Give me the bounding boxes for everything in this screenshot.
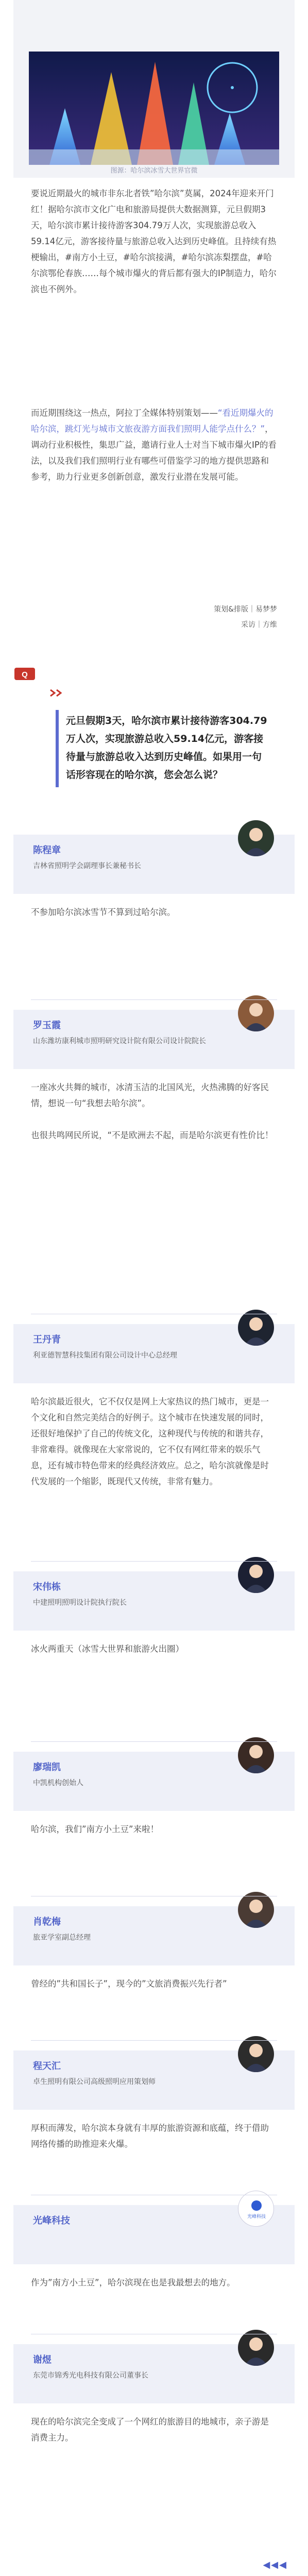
interviewee-answer: 哈尔滨最近很火，它不仅仅是网上大家热议的热门城市，更是一个文化和自然完美结合的好例子。这个城市在快速发展的同时，还很好地保护了自己的传统文化，这种现代与传统的和谐共存，非常难得。就像现在大家常说的，它不仅有网红带来的娱乐气息，还有城市特色带来的经典经济效应。总之，哈尔滨就像是时代发展的一个缩影，既现代又传统，非常有魅力。 (31, 1397, 269, 1486)
editor-credit: 策划&排版｜易梦梦 (214, 605, 277, 614)
interviewee-title: 中凯机构创始人 (33, 1779, 83, 1787)
divider (31, 1741, 277, 1742)
avatar (238, 1310, 274, 1346)
interviewee-name: 罗玉霞 (33, 1020, 61, 1031)
interviewee-title: 利亚德智慧科技集团有限公司设计中心总经理 (33, 1351, 177, 1360)
interviewee-name: 程天汇 (33, 2061, 61, 2072)
interviewee-name: 廖瑞凯 (33, 1762, 61, 1773)
avatar (238, 820, 274, 856)
interviewee-name: 谢煜 (33, 2354, 52, 2365)
brand-logo-text: 光峰科技 (247, 2214, 266, 2219)
interviewee-title: 旅亚学室副总经理 (33, 1934, 91, 1942)
intro-text-2b: ，调动行业积极性，集思广益，邀请行业人士对当下城市爆火IP的看法，以及我们我们照明行业有哪些可借鉴学习的地方提供思路和参考，助力行业更多创新创意，激发行业潜在发展可能。 (31, 424, 277, 482)
interviewee-card (13, 1324, 295, 1383)
interviewee-card (13, 835, 295, 894)
avatar (238, 1892, 274, 1928)
question-text: 元旦假期3天，哈尔滨市累计接待游客304.79万人次，实现旅游总收入59.14亿元，游客接待量与旅游总收入达到历史峰值。如果用一句话形容现在的哈尔滨，您会怎么说？ (66, 715, 267, 781)
intro-paragraph (31, 185, 277, 297)
interviewee-answer: 作为”南方小土豆”，哈尔滨现在也是我最想去的地方。 (31, 2278, 235, 2287)
interviewee-answer: 厚积而薄发，哈尔滨本身就有丰厚的旅游资源和底蕴，终于借助网络传播的助推迎来火爆。 (31, 2123, 269, 2149)
interviewee-name: 肖乾梅 (33, 1917, 61, 1927)
interviewee-title: 卓生照明有限公司高级照明应用策划师 (33, 2078, 156, 2086)
interviewee-card (13, 2344, 295, 2403)
interviewee-answer: 不参加哈尔滨冰雪节不算到过哈尔滨。 (31, 907, 176, 917)
interviewee-answer: 现在的哈尔滨完全变成了一个网红的旅游目的地城市，亲子游是消费主力。 (31, 2417, 269, 2443)
interviewee-card (13, 1010, 295, 1069)
interviewee-name: 光峰科技 (33, 2215, 70, 2226)
avatar (238, 995, 274, 1031)
interviewee-answer: 一座冰火共舞的城市，冰清玉洁的北国风光，火热沸腾的好客民情，想说一句“我想去哈尔滨”。 也很共鸣网民所说，“不是欧洲去不起，而是哈尔滨更有性价比！ (31, 1082, 273, 1140)
avatar (238, 2330, 274, 2366)
interviewee-card (13, 2050, 295, 2110)
interviewee-card (13, 2205, 295, 2264)
hero-image (29, 52, 279, 165)
interviewee-title: 山东潍坊康利城市照明研究设计院有限公司设计院院长 (33, 1037, 206, 1045)
back-arrows-icon: ◀◀◀ (263, 2560, 287, 2570)
chevron-decoration-icon (49, 688, 70, 698)
avatar (238, 2036, 274, 2072)
interviewee-answer: 曾经的”共和国长子”，现今的”文旅消费振兴先行者” (31, 1979, 227, 1989)
divider (31, 1561, 277, 1562)
intro-text: 要说近期最火的城市非东北者铁”哈尔滨”莫属，2024年迎来开门红！据哈尔滨市文化广电和旅游局提供大数据测算，元旦假期3天，哈尔滨市累计接待游客304.79万人次，实现旅游总收入59.14亿元，游客接待量与旅游总收入达到历史峰值。且持续有热梗输出，#南方小土豆，#哈尔滨接满，#哈尔滨冻梨摆盘，#哈尔滨鄂伦春族……每个城市爆火的背后都有强大的IP制造力，哈尔滨也不例外。 (31, 189, 277, 294)
interviewee-card (13, 1752, 295, 1811)
interviewee-name: 陈程章 (33, 845, 61, 856)
brand-logo (238, 2191, 274, 2227)
intro-highlight: “看近期爆火的哈尔滨，跳灯光与城市文旅夜游方面我们照明人能学点什么？” (31, 408, 273, 434)
interviewee-name: 王丹青 (33, 1334, 61, 1345)
interviewee-title: 中建照明照明设计院执行院长 (33, 1599, 127, 1607)
q-logo-text: Q (22, 670, 28, 679)
avatar (238, 1557, 274, 1593)
avatar (238, 1737, 274, 1773)
interviewee-title: 东莞市锦秀光电科技有限公司董事长 (33, 2371, 148, 2380)
interviewee-card (13, 1571, 295, 1631)
divider (31, 999, 277, 1000)
interviewee-title: 吉林省照明学会副理事长兼秘书长 (33, 862, 141, 870)
question-accent-bar (56, 710, 59, 787)
interviewee-answer: 冰火两重天（冰雪大世界和旅游火出圈） (31, 1644, 184, 1654)
interviewee-card (13, 1906, 295, 1965)
intro-text-2a: 而近期围绕这一热点，阿拉丁全媒体特别策划—— (31, 408, 218, 418)
interviewer-credit: 采访｜方维 (241, 621, 277, 629)
intro-paragraph-2 (31, 405, 277, 485)
interviewee-answer: 哈尔滨，我们”南方小土豆”来啦！ (31, 1824, 159, 1834)
interviewee-name: 宋伟栋 (33, 1582, 61, 1592)
divider (31, 2040, 277, 2041)
hero-caption: 图源：哈尔滨冰雪大世界官微 (110, 167, 198, 175)
q-logo (14, 665, 41, 685)
hero-section (13, 0, 295, 178)
